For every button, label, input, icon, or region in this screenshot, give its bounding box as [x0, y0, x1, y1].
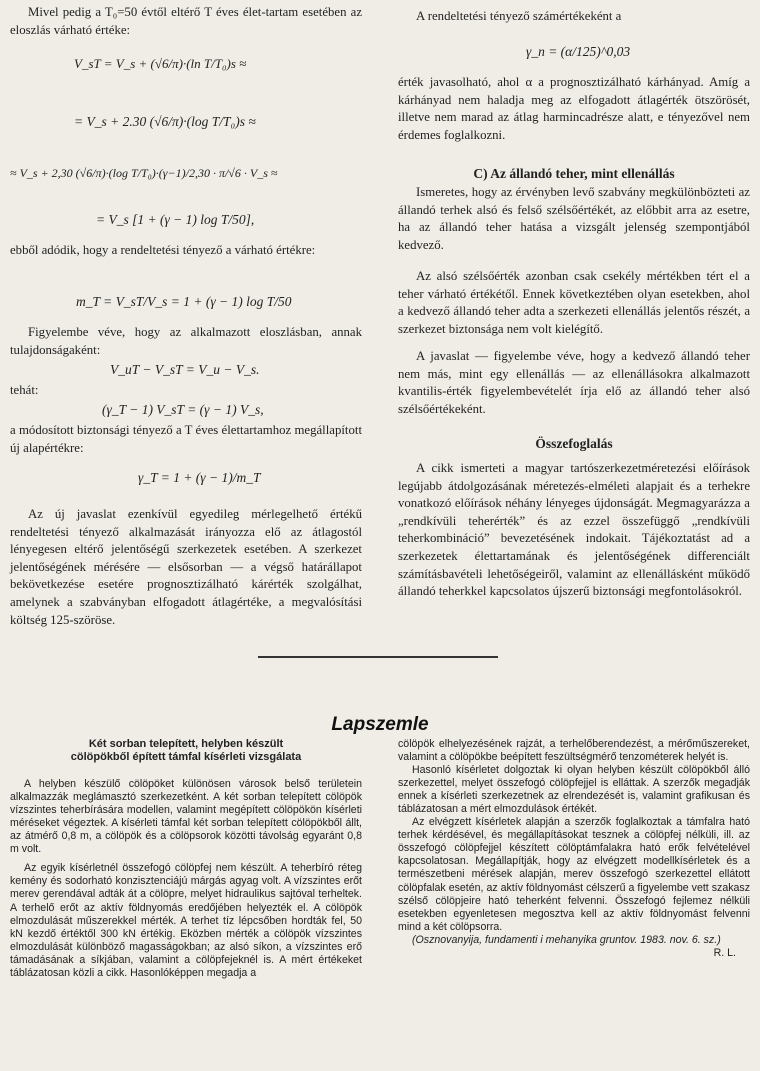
- equation-2-text: = V_s + 2.30 (√6/π)·(log T/T₀)s ≈: [74, 114, 256, 129]
- equation-rec: [526, 44, 630, 60]
- thus-paragraph: tehát:: [10, 383, 39, 397]
- review-section-title: Lapszemle: [331, 714, 429, 735]
- review-right-paragraph-3: Az elvégzett kísérletek alapján a szerzők foglalkoztak a támfalra ható terhek kérdésével, és megállapításokat tesznek a cölöpfej nélküli, ill. az összefogó cölöpfejjel készített cölöptámfalakra ható erők felvételével kapcsolatosan. Megállapítják, hogy az elvégzett modellkísérletek és a természetbeni mérések alapján, merev összefogó szerkezettel ellátott cölöpfalak esetén, az aktív földnyomást célszerű a figyelembe vett szakasz szélső cölöpjeire ható teherként felvenni. Összefogó fejlemez nélküli esetekben egyenletesen megosztva kell az aktív földnyomást felvenni mind a két cölöpsorra.: [398, 816, 750, 933]
- equation-4-text: = V_s [1 + (γ − 1) log T/50],: [96, 212, 255, 227]
- heading-summary: Összefoglalás: [535, 436, 613, 451]
- equation-2: [74, 114, 256, 130]
- left-column: [10, 4, 362, 644]
- review-right-column: [398, 738, 750, 960]
- review-right-paragraph-1: cölöpök elhelyezésének rajzát, a terhelőberendezést, a mérőműszereket, valamint a cölöpökbe beépített feszültségmérő tenzométerek helyét is.: [398, 738, 750, 764]
- equation-8: [138, 470, 260, 486]
- consider-paragraph: Figyelembe véve, hogy az alkalmazott eloszlásban, annak tulajdonságaként:: [10, 325, 362, 357]
- equation-1: [74, 56, 246, 72]
- article-title-line-2: cölöpökből épített támfal kísérleti vizsgálata: [70, 751, 302, 764]
- c-paragraph-1: Ismeretes, hogy az érvényben levő szabvány megkülönbözteti az állandó terhek alsó és felső szélsőértékét, az előbbit arra az esetre, ha az állandó teher hatása a vizsgált jelenség szempontjából kedvező.: [398, 185, 750, 252]
- review-left-paragraph-1: A helyben készülő cölöpöket különösen városok belső területein alkalmazzák meglámasztó szerkezetként. A két sorban telepített cölöpök vízszintes teherbírására modellen, valamint megépített cölöpökön kísérleti méréseket végeztek. A kísérleti támfal két sorban telepített cölöpökből állt, az átmérő 0,8 m, a cölöpök és a cölöpsorok közötti távolság egyaránt 0,8 m volt.: [10, 778, 362, 856]
- summary-paragraph: A cikk ismerteti a magyar tartószerkezetméretezési előírások legújabb átdolgozásának méretezés-elméleti alapjait és a terhekre vonatkozó előírások néhány lényeges újdonságát. Megmagyarázza a „rendkívüli teherérték” és az ezzel összefüggő „rendkívüli teherkombináció” bevezetésének indokait. Tájékoztatást ad a szerkezetek élettartamának és jelentőségének differenciált számításbavételi lehetőségeiről, valamint az ellenállásként működő állandó teherkkel kapcsolatos újszerű biztonsági megfontolásokról.: [398, 461, 750, 599]
- equation-6: [110, 362, 259, 378]
- review-left-paragraph-2: Az egyik kísérletnél összefogó cölöpfej nem készült. A teherbíró réteg kemény és sodorható konzisztenciájú márgás agyag volt. A vízszintes erőt merev gerendával adták át a cölöpre, melyet hidraulikus sajtóval terheltek. A terhelő erőt az aktív földnyomás eredőjében helyezték el. A cölöpök elmozdulását műszerekkel mérték. A terhet tíz lépcsőben hordták fel, 50 kN kezdő értéktől 300 kN értékig. Eközben mérték a cölöpök vízszintes elmozdulását különböző magasságokban; az alsó síkon, a vízszintes erő támadásának a síkjában, valamint a cölöpfejeknél is. A mért értékeket táblázatosan közli a cikk. Hasonlóképpen megadja a: [10, 862, 362, 979]
- c-paragraph-3: A javaslat — figyelembe véve, hogy a kedvező állandó teher nem más, mint egy ellenállás — az ellenállásokra alkalmazott kvantilis-érték figyelembevételét írja elő az állandó teher alsó szélsőértékeként.: [398, 349, 750, 416]
- section-divider: [258, 656, 498, 658]
- heading-c: C) Az állandó teher, mint ellenállás: [473, 166, 675, 181]
- equation-3-text: ≈ V_s + 2,30 (√6/π)·(log T/T₀)·(γ−1)/2,30 · π/√6 · V_s ≈: [10, 166, 278, 180]
- equation-3: [10, 166, 277, 181]
- new-proposal-paragraph: Az új javaslat ezenkívül egyedileg mérlegelhető értékű rendeltetési tényező alkalmazását irányozza elő az átlagostól lényegesen eltérő jelentőségű szerkezetek esetében. A szerkezet jelentőségének mérésére — elsősorban — a végső határállapot bekövetkezése esetére prognosztizálható kárérték szolgálhat, amelynek a szabványban elfogadott átlagértéke, a megvalósítási költség 125-szöröse.: [10, 507, 362, 627]
- article-title-line-1: Két sorban telepített, helyben készült: [88, 738, 284, 750]
- intro-paragraph: Mivel pedig a T₀=50 évtől eltérő T éves élet-tartam esetében az eloszlás várható értéke:: [10, 5, 362, 37]
- review-right-paragraph-2: Hasonló kísérletet dolgoztak ki olyan helyben készült cölöpökből álló szerkezettel, melyet összefogó cölöpfejjel is elláttak. A szerzők megadják ennek a kísérleti szerkezetnek az elrendezését is, valamint grafikusan és táblázatosan a mért elmozdulások értékét.: [398, 764, 750, 816]
- after-paragraph: érték javasolható, ahol α a prognosztizálható kárhányad. Amíg a kárhányad nem haladja meg az elfogadott átlagérték ötszörösét, illetve nem marad az átlag harmincadrésze alatt, e tényezővel nem érdemes foglalkozni.: [398, 75, 750, 142]
- review-citation: (Osznovanyija, fundamenti i mehanyika gruntov. 1983. nov. 6. sz.): [412, 933, 721, 946]
- review-initials: R. L.: [713, 946, 736, 959]
- equation-5: [76, 294, 292, 310]
- equation-rec-text: γ_n = (α/125)^0,03: [526, 44, 631, 59]
- equation-1-text: V_sT = V_s + (√6/π)·(ln T/T₀)s ≈: [74, 56, 247, 71]
- recommendation-paragraph: A rendeltetési tényező számértékeként a: [416, 9, 622, 23]
- equation-4: [96, 212, 254, 228]
- review-left-column: [10, 738, 362, 980]
- equation-7: [102, 402, 264, 418]
- equation-8-text: γ_T = 1 + (γ − 1)/m_T: [138, 470, 261, 485]
- modified-paragraph: a módosított biztonsági tényező a T éves élettartamhoz megállapított új alapértékre:: [10, 423, 362, 455]
- equation-6-text: V_uT − V_sT = V_u − V_s.: [110, 362, 260, 377]
- right-column: [398, 4, 750, 644]
- derive-paragraph: ebből adódik, hogy a rendeltetési tényező a várható értékre:: [10, 243, 316, 257]
- c-paragraph-2: Az alsó szélsőérték azonban csak csekély mértékben tért el a teher várható értékétől. Ennek következtében olyan esetekben, ahol a kedvező állandó teher adta a szerkezeti ellenállás jelentős részét, a szerkezet biztonsága nem volt kielégítő.: [398, 269, 750, 336]
- equation-5-text: m_T = V_sT/V_s = 1 + (γ − 1) log T/50: [76, 294, 292, 309]
- equation-7-text: (γ_T − 1) V_sT = (γ − 1) V_s,: [102, 402, 264, 417]
